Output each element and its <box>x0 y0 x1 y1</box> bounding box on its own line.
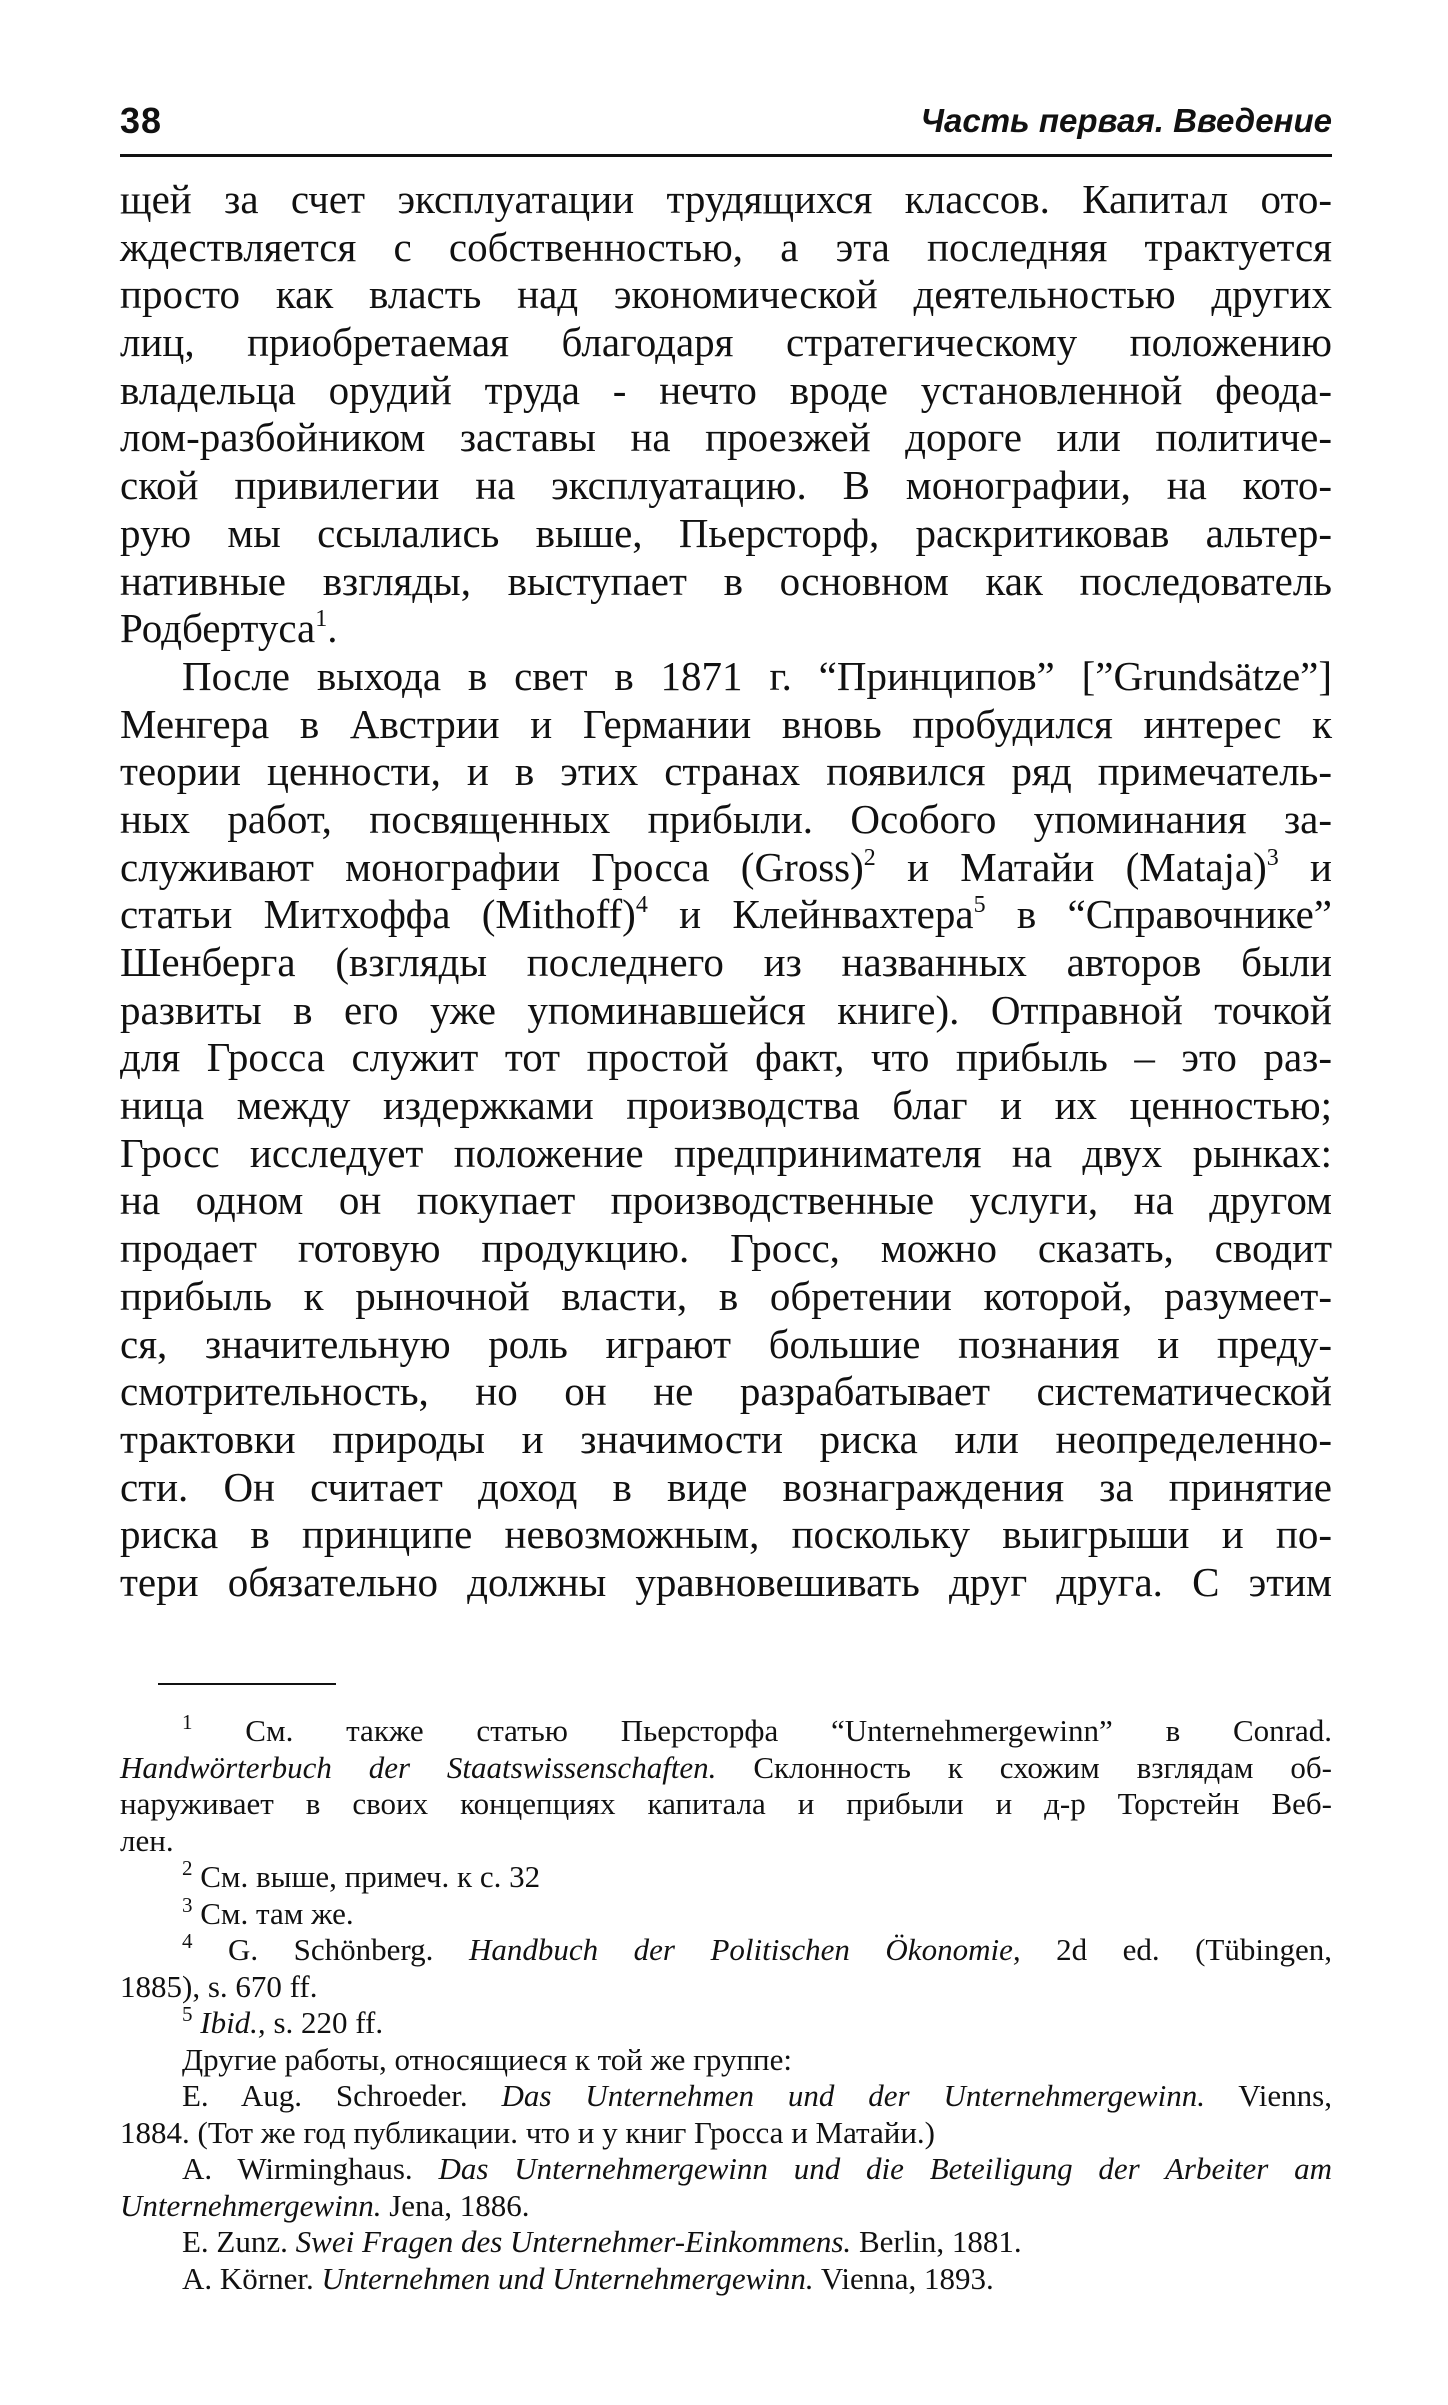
text-line: теории ценности, и в этих странах появился ряд примечатель- <box>120 748 1332 795</box>
footnote-2 <box>120 1856 1332 1896</box>
text-fragment: A. Wirminghaus. <box>182 2151 439 2186</box>
footnote-line: наруживает в своих концепциях капитала и прибыли и д-р Торстейн Веб- <box>120 1786 1332 1821</box>
text-fragment: См. выше, примеч. к с. 32 <box>200 1859 541 1894</box>
text-fragment: G. Schönberg. <box>228 1932 469 1967</box>
reference-line <box>120 2151 1332 2188</box>
text-fragment: . <box>327 605 338 652</box>
text-fragment: и <box>1278 843 1332 890</box>
section-title: Часть первая. Введение <box>920 102 1332 139</box>
text-line: владельца орудий труда - нечто вроде установленной феода- <box>120 366 1332 413</box>
text-line: тери обязательно должны уравновешивать друг друга. С этим <box>120 1558 1332 1605</box>
reference-line <box>120 2224 1332 2261</box>
footnote-line <box>120 1892 1332 1933</box>
footnote-4 <box>120 1929 1332 2005</box>
text-fragment: См. там же. <box>200 1895 354 1931</box>
cited-title: Das Unternehmen und der Unternehmergewinn. <box>501 2078 1205 2113</box>
footnote-ref-1[interactable]: 1 <box>315 606 328 633</box>
footnote-3 <box>120 1892 1332 1933</box>
text-fragment: Berlin, 1881. <box>851 2224 1022 2259</box>
text-line: прибыль к рыночной власти, в обретении которой, разумеет- <box>120 1272 1332 1319</box>
text-line: риска в принципе невозможным, поскольку выигрыши и по- <box>120 1511 1332 1558</box>
footnote-ref-2[interactable]: 2 <box>863 844 876 871</box>
footnote-ref-3[interactable]: 3 <box>1266 844 1279 871</box>
text-line: После выхода в свет в 1871 г. “Принципов” [”Grundsätze”] <box>182 652 1332 699</box>
text-line: для Гросса служит тот простой факт, что прибыль – это раз- <box>120 1034 1332 1081</box>
reference-line <box>120 2261 1332 2298</box>
text-line: Шенберга (взгляды последнего из названных авторов были <box>120 939 1332 985</box>
footnote-line <box>120 1929 1332 1969</box>
text-line: ждествляется с собственностью, а эта последняя трактуется <box>120 223 1332 270</box>
text-fragment: E. Zunz. <box>182 2224 296 2259</box>
text-fragment: и Клейнвахтера <box>647 891 974 938</box>
text-fragment: 2d ed. (Tübingen, <box>1020 1932 1332 1967</box>
text-line: просто как власть над экономической деятельностью других <box>120 271 1332 318</box>
text-fragment: См. также статью Пьерсторфа “Unternehmergewinn” в Conrad. <box>245 1713 1332 1748</box>
text-line: Менгера в Австрии и Германии вновь пробудился интерес к <box>120 700 1332 747</box>
footnote-line: 1885), s. 670 ff. <box>120 1968 318 2004</box>
text-fragment: A. Körner. <box>182 2260 322 2296</box>
footnote-marker: 3 <box>182 1892 193 1917</box>
text-line: рую мы ссылались выше, Пьерсторф, раскритиковав альтер- <box>120 509 1332 556</box>
text-fragment: Родбертуса <box>120 605 316 652</box>
text-line <box>120 605 1332 653</box>
reference-line <box>120 2078 1332 2115</box>
footnote-1 <box>120 1710 1333 1859</box>
text-line: развиты в его уже упоминавшейся книге). Отправной точкой <box>120 986 1332 1033</box>
text-line <box>120 891 1332 939</box>
text-line: лом-разбойником заставы на проезжей дороге или политиче- <box>120 414 1332 461</box>
text-line: Гросс исследует положение предпринимателя на двух рынках: <box>120 1129 1332 1176</box>
text-line <box>120 844 1332 892</box>
text-fragment: статьи Митхоффа (Mithoff) <box>120 891 636 938</box>
text-line: ница между издержками производства благ и их ценностью; <box>120 1082 1332 1129</box>
text-line: ской привилегии на эксплуатацию. В монографии, на кото- <box>120 462 1332 509</box>
footnote-line: лен. <box>120 1822 174 1858</box>
text-line: на одном он покупает производственные услуги, на другом <box>120 1177 1332 1224</box>
text-fragment: Склонность к схожим взглядам об- <box>716 1749 1333 1785</box>
cited-title: Handbuch der Politischen Ökonomie, <box>468 1932 1021 1967</box>
other-works <box>120 2042 1332 2298</box>
text-line: ся, значительную роль играют большие познания и преду- <box>120 1320 1332 1367</box>
text-line: трактовки природы и значимости риска или неопределенно- <box>120 1415 1332 1462</box>
running-head <box>120 96 1332 157</box>
paragraph-1 <box>120 176 1332 653</box>
text-fragment: Vienna, 1893. <box>813 2260 994 2296</box>
cited-title: Handwörterbuch der Staatswissenschaften. <box>120 1749 717 1785</box>
cited-title: Unternehmen und Unternehmergewinn. <box>321 2260 814 2296</box>
footnote-line: Другие работы, относящиеся к той же группе: <box>182 2041 792 2077</box>
footnote-marker: 1 <box>182 1710 193 1734</box>
text-line: нативные взгляды, выступает в основном как последователь <box>120 557 1332 604</box>
text-fragment: s. 220 ff. <box>265 2005 384 2040</box>
text-line: смотрительность, но он не разрабатывает систематической <box>120 1368 1332 1415</box>
footnote-line <box>120 1856 1332 1896</box>
footnote-line <box>120 1710 1332 1750</box>
footnote-line <box>120 2002 1332 2042</box>
text-line: ных работ, посвященных прибыли. Особого упоминания за- <box>120 795 1332 842</box>
footnote-marker: 5 <box>182 2002 193 2026</box>
main-text <box>120 176 1332 1607</box>
text-line: сти. Он считает доход в виде вознаграждения за принятие <box>120 1463 1332 1510</box>
footnote-ref-4[interactable]: 4 <box>635 892 648 919</box>
footnote-5 <box>120 2002 1332 2042</box>
footnote-line <box>120 1750 1332 1787</box>
cited-title: Ibid., <box>200 2005 266 2040</box>
footnotes <box>120 1710 1333 2297</box>
page-number: 38 <box>120 100 163 141</box>
text-line: щей за счет эксплуатации трудящихся классов. Капитал ото- <box>120 176 1332 222</box>
footnote-marker: 4 <box>182 1929 193 1953</box>
paragraph-2 <box>120 653 1332 1607</box>
text-fragment: и Матайи (Mataja) <box>875 843 1267 890</box>
text-fragment: Jena, 1886. <box>381 2187 530 2223</box>
cited-title: Unternehmergewinn. <box>120 2187 382 2223</box>
reference-line: 1884. (Тот же год публикации. что и у книг Гросса и Матайи.) <box>120 2114 935 2150</box>
text-line: лиц, приобретаемая благодаря стратегическому положению <box>120 319 1332 366</box>
reference-line <box>120 2188 1332 2225</box>
cited-title: Swei Fragen des Unternehmer-Einkommens. <box>295 2224 852 2259</box>
text-fragment: E. Aug. Schroeder. <box>182 2078 502 2113</box>
text-fragment: служивают монографии Гросса (Gross) <box>120 843 864 890</box>
footnote-marker: 2 <box>182 1856 193 1880</box>
text-fragment: Vienns, <box>1204 2078 1332 2113</box>
cited-title: Das Unternehmergewinn und die Beteiligung der Arbeiter am <box>438 2151 1332 2186</box>
text-line: продает готовую продукцию. Гросс, можно сказать, сводит <box>120 1225 1332 1272</box>
footnote-ref-5[interactable]: 5 <box>973 892 986 919</box>
footnote-divider <box>158 1683 336 1685</box>
text-fragment: в “Справочнике” <box>985 891 1332 938</box>
